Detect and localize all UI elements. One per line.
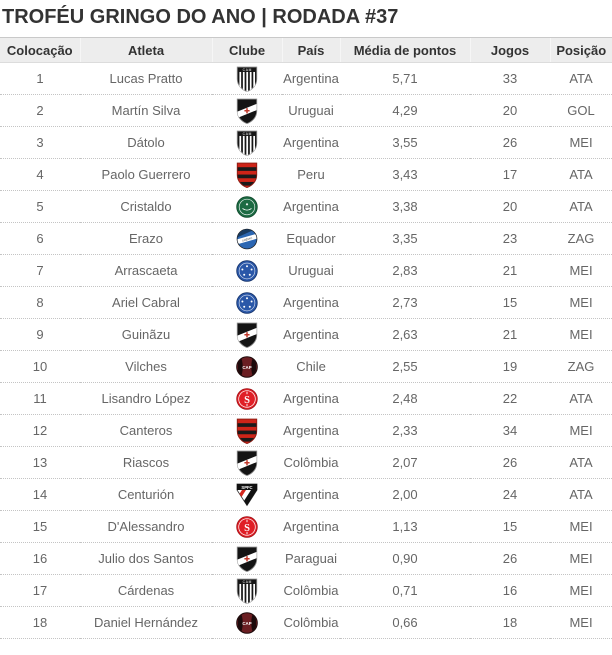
table-row [0,287,612,319]
cell-country: Argentina [282,415,340,447]
cell-club [212,383,282,415]
cell-country: Argentina [282,287,340,319]
cell-games: 22 [470,383,550,415]
cell-rank: 13 [0,447,80,479]
cell-athlete-name: Lucas Pratto [80,63,212,95]
club-badge-flamengo-icon [236,162,258,188]
cell-average-points: 2,55 [340,351,470,383]
cell-rank: 1 [0,63,80,95]
cell-club [212,127,282,159]
cell-average-points: 3,38 [340,191,470,223]
table-row [0,543,612,575]
cell-position: MEI [550,607,612,639]
cell-athlete-name: Julio dos Santos [80,543,212,575]
cell-games: 15 [470,511,550,543]
cell-athlete-name: Lisandro López [80,383,212,415]
cell-average-points: 4,29 [340,95,470,127]
cell-average-points: 0,90 [340,543,470,575]
column-header-media-de-pontos: Média de pontos [340,38,470,63]
table-row [0,223,612,255]
cell-club [212,287,282,319]
cell-position: ATA [550,191,612,223]
cell-games: 18 [470,607,550,639]
cell-position: MEI [550,511,612,543]
club-badge-cruzeiro-icon [236,258,258,284]
cell-country: Chile [282,351,340,383]
cell-rank: 5 [0,191,80,223]
cell-rank: 11 [0,383,80,415]
club-badge-vasco-icon [236,450,258,476]
cell-games: 20 [470,95,550,127]
cell-rank: 3 [0,127,80,159]
cell-average-points: 2,07 [340,447,470,479]
svg-text:C A M: C A M [242,131,252,136]
cell-club [212,95,282,127]
cell-average-points: 2,33 [340,415,470,447]
cell-athlete-name: Ariel Cabral [80,287,212,319]
cell-position: MEI [550,415,612,447]
cell-rank: 12 [0,415,80,447]
cell-athlete-name: D'Alessandro [80,511,212,543]
club-badge-atletico-mg-icon [236,130,258,156]
cell-club [212,223,282,255]
cell-athlete-name: Centurión [80,479,212,511]
cell-country: Peru [282,159,340,191]
club-badge-palmeiras-icon [236,194,258,220]
table-row [0,191,612,223]
club-badge-flamengo-icon [236,418,258,444]
cell-country: Argentina [282,383,340,415]
cell-games: 26 [470,447,550,479]
cell-rank: 7 [0,255,80,287]
cell-games: 34 [470,415,550,447]
cell-athlete-name: Cárdenas [80,575,212,607]
cell-average-points: 2,73 [340,287,470,319]
cell-country: Argentina [282,191,340,223]
cell-athlete-name: Cristaldo [80,191,212,223]
cell-club [212,447,282,479]
cell-country: Colômbia [282,447,340,479]
table-row [0,479,612,511]
cell-country: Argentina [282,479,340,511]
cell-games: 21 [470,319,550,351]
cell-rank: 2 [0,95,80,127]
table-row [0,159,612,191]
cell-club [212,63,282,95]
column-header-colocacao: Colocação [0,38,80,63]
page-title: TROFÉU GRINGO DO ANO | RODADA #37 [2,6,399,28]
table-row [0,447,612,479]
club-badge-atletico-mg-icon [236,66,258,92]
club-badge-gremio-icon [236,226,258,252]
column-header-atleta: Atleta [80,38,212,63]
cell-country: Uruguai [282,95,340,127]
cell-rank: 4 [0,159,80,191]
cell-athlete-name: Erazo [80,223,212,255]
cell-athlete-name: Vilches [80,351,212,383]
cell-country: Uruguai [282,255,340,287]
cell-country: Argentina [282,63,340,95]
club-badge-atletico-pr-icon [236,610,258,636]
players-table [0,37,612,639]
cell-position: ATA [550,63,612,95]
cell-games: 26 [470,127,550,159]
cell-country: Argentina [282,127,340,159]
table-row [0,351,612,383]
club-badge-atletico-pr-icon [236,354,258,380]
cell-position: ATA [550,479,612,511]
cell-club [212,575,282,607]
cell-rank: 9 [0,319,80,351]
table-row [0,319,612,351]
cell-position: GOL [550,95,612,127]
column-header-pais: País [282,38,340,63]
cell-athlete-name: Martín Silva [80,95,212,127]
cell-country: Colômbia [282,607,340,639]
cell-club [212,607,282,639]
cell-country: Colômbia [282,575,340,607]
svg-text:GRÊMIO: GRÊMIO [241,236,253,243]
table-body [0,63,612,639]
cell-rank: 10 [0,351,80,383]
cell-rank: 18 [0,607,80,639]
table-row [0,95,612,127]
svg-text:C A M: C A M [242,579,252,584]
cell-athlete-name: Guinãzu [80,319,212,351]
cell-rank: 8 [0,287,80,319]
cell-club [212,351,282,383]
cell-position: MEI [550,575,612,607]
cell-athlete-name: Paolo Guerrero [80,159,212,191]
cell-club [212,511,282,543]
cell-games: 24 [470,479,550,511]
column-header-posicao: Posição [550,38,612,63]
cell-games: 33 [470,63,550,95]
cell-games: 16 [470,575,550,607]
cell-country: Equador [282,223,340,255]
cell-position: MEI [550,543,612,575]
cell-club [212,479,282,511]
cell-average-points: 2,63 [340,319,470,351]
cell-club [212,159,282,191]
cell-position: ZAG [550,223,612,255]
cell-games: 17 [470,159,550,191]
cell-rank: 17 [0,575,80,607]
cell-club [212,191,282,223]
cell-average-points: 0,66 [340,607,470,639]
cell-athlete-name: Canteros [80,415,212,447]
cell-athlete-name: Dátolo [80,127,212,159]
cell-average-points: 2,83 [340,255,470,287]
table-row [0,575,612,607]
cell-average-points: 3,43 [340,159,470,191]
cell-games: 19 [470,351,550,383]
svg-text:S: S [244,522,250,534]
cell-club [212,255,282,287]
cell-club [212,415,282,447]
club-badge-vasco-icon [236,98,258,124]
table-row [0,607,612,639]
cell-country: Paraguai [282,543,340,575]
table-row [0,127,612,159]
column-header-jogos: Jogos [470,38,550,63]
cell-athlete-name: Daniel Hernández [80,607,212,639]
svg-text:CAP: CAP [242,620,252,626]
cell-country: Argentina [282,511,340,543]
cell-rank: 16 [0,543,80,575]
svg-text:SPFC: SPFC [241,484,253,490]
cell-rank: 14 [0,479,80,511]
cell-position: MEI [550,287,612,319]
cell-position: ATA [550,383,612,415]
club-badge-vasco-icon [236,322,258,348]
cell-average-points: 1,13 [340,511,470,543]
cell-position: MEI [550,127,612,159]
cell-average-points: 5,71 [340,63,470,95]
cell-position: ATA [550,447,612,479]
cell-rank: 15 [0,511,80,543]
cell-athlete-name: Arrascaeta [80,255,212,287]
cell-average-points: 0,71 [340,575,470,607]
cell-club [212,319,282,351]
club-badge-internacional-icon [236,514,258,540]
svg-text:S: S [244,394,250,406]
table-header [0,38,612,63]
table-row [0,511,612,543]
table-row [0,63,612,95]
club-badge-vasco-icon [236,546,258,572]
cell-club [212,543,282,575]
cell-games: 20 [470,191,550,223]
club-badge-internacional-icon [236,386,258,412]
cell-position: MEI [550,319,612,351]
cell-games: 23 [470,223,550,255]
cell-average-points: 2,00 [340,479,470,511]
club-badge-cruzeiro-icon [236,290,258,316]
svg-text:C A M: C A M [242,67,252,72]
column-header-clube: Clube [212,38,282,63]
cell-position: ZAG [550,351,612,383]
cell-games: 15 [470,287,550,319]
cell-average-points: 3,55 [340,127,470,159]
cell-average-points: 2,48 [340,383,470,415]
cell-country: Argentina [282,319,340,351]
cell-rank: 6 [0,223,80,255]
cell-position: ATA [550,159,612,191]
cell-average-points: 3,35 [340,223,470,255]
cell-position: MEI [550,255,612,287]
cell-athlete-name: Riascos [80,447,212,479]
table-header-row [0,38,612,63]
cell-games: 26 [470,543,550,575]
cell-games: 21 [470,255,550,287]
club-badge-atletico-mg-icon [236,578,258,604]
table-row [0,415,612,447]
svg-text:CAP: CAP [242,364,252,370]
table-row [0,255,612,287]
club-badge-sao-paulo-icon [236,482,258,508]
table-row [0,383,612,415]
